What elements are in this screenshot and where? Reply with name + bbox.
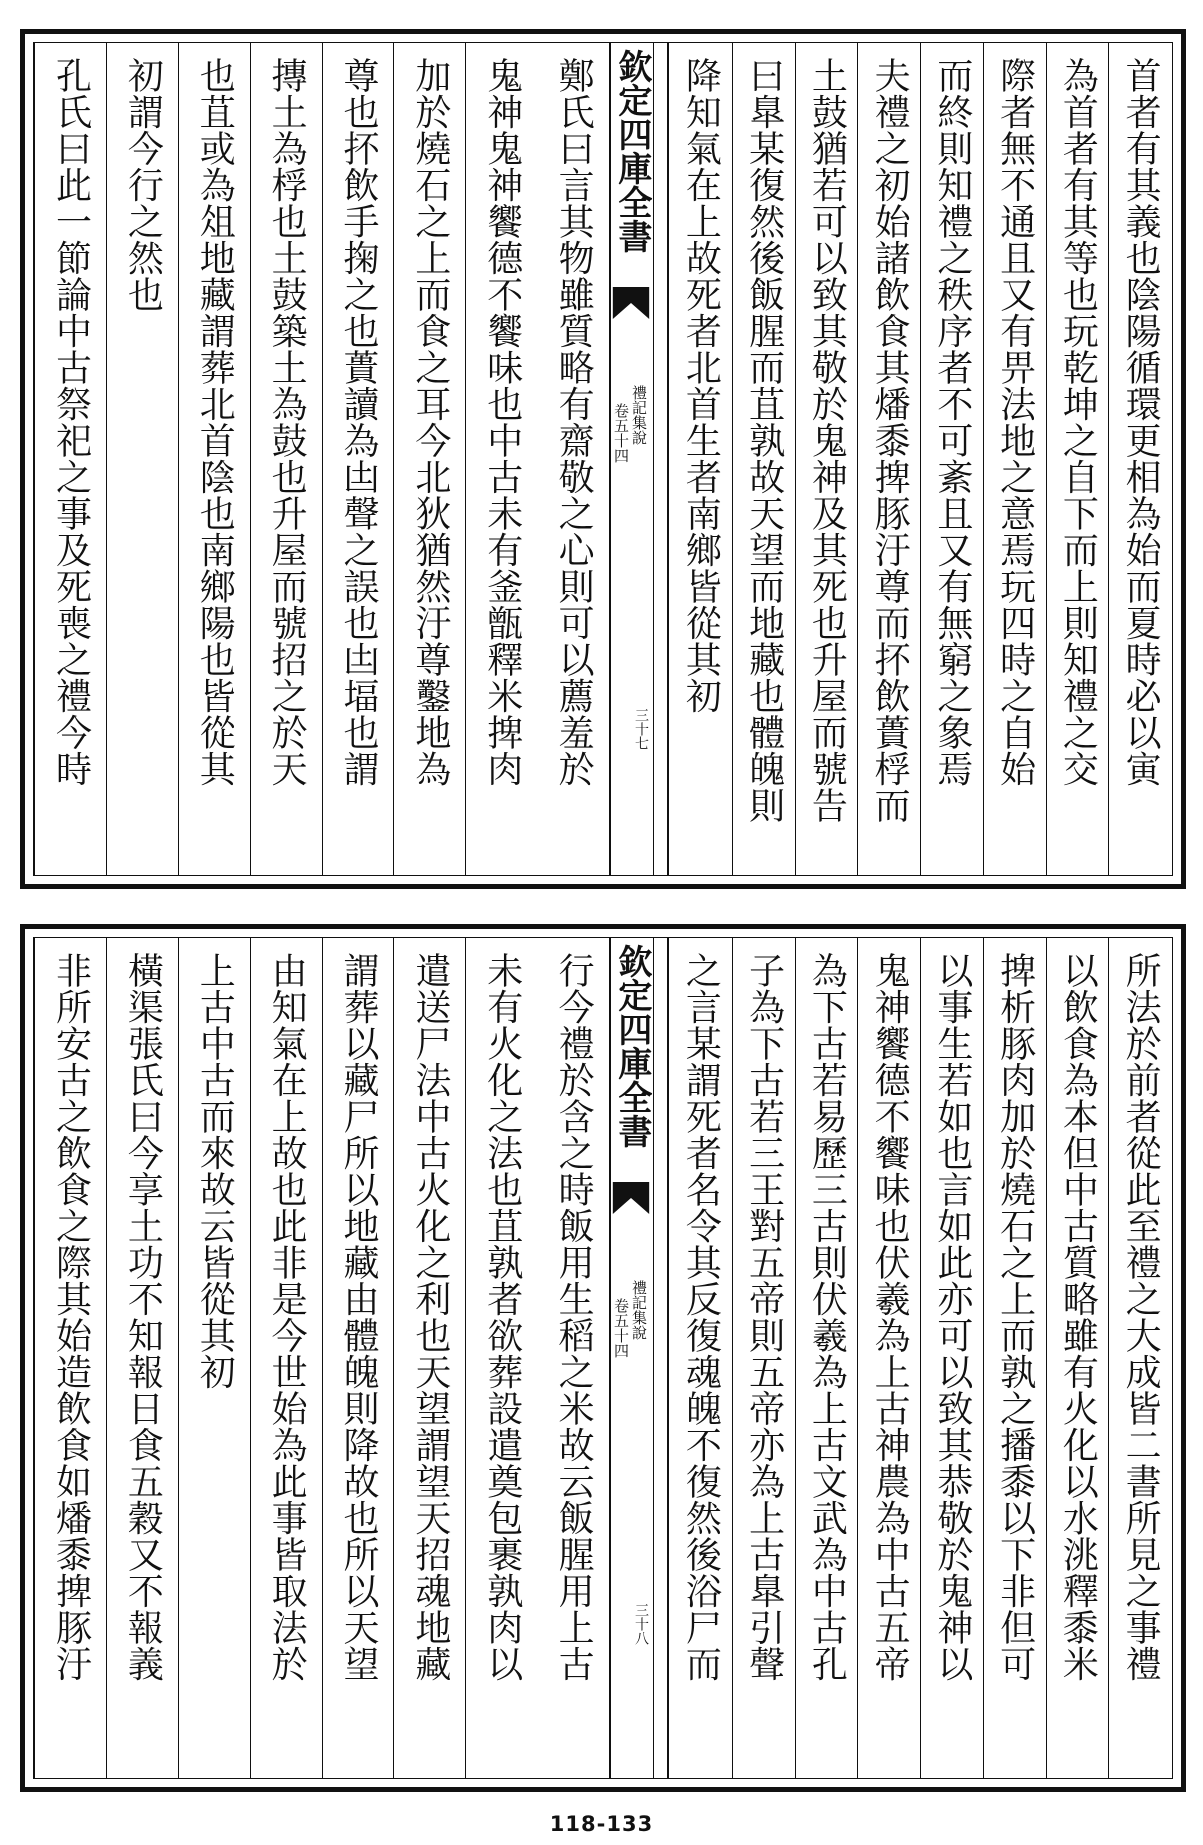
text-column	[393, 43, 465, 875]
column-text: 為下古若易歷三古則伏羲為上古文武為中古孔	[806, 952, 848, 1682]
column-text: 遣送尸法中古火化之利也天望謂望天招魂地藏	[409, 952, 451, 1682]
column-text: 行今禮於含之時飯用生稻之米故云飯腥用上古	[553, 952, 595, 1682]
column-text: 降知氣在上故死者北首生者南鄉皆從其初	[680, 57, 722, 714]
text-column	[393, 938, 465, 1778]
text-column	[1108, 938, 1171, 1778]
text-column	[983, 43, 1046, 875]
text-column	[857, 938, 920, 1778]
text-column	[537, 43, 609, 875]
column-text: 謂葬以藏尸所以地藏由體魄則降故也所以天望	[337, 952, 379, 1682]
column-text: 為首者有其等也玩乾坤之自下而上則知禮之交	[1057, 57, 1099, 787]
bottom-fishtail-ornament	[611, 1180, 651, 1220]
bottom-center-title: 欽定四庫全書	[611, 944, 652, 1148]
top-volume: 卷五十四	[612, 403, 630, 463]
top-fishtail-ornament	[611, 285, 651, 325]
text-column	[322, 43, 394, 875]
text-column	[669, 938, 732, 1778]
footer-page-code: 118-133	[549, 1812, 654, 1836]
column-text: 尊也抔飲手掬之也蕢讀為凷聲之誤也凷堛也謂	[337, 57, 379, 787]
column-text: 初謂今行之然也	[122, 57, 164, 313]
column-text: 而終則知禮之秩序者不可紊且又有無窮之象焉	[931, 57, 973, 787]
column-text: 摶土為桴也土鼓築土為鼓也升屋而號招之於天	[266, 57, 308, 787]
text-column	[465, 938, 537, 1778]
text-column	[34, 938, 106, 1778]
bottom-book-title: 禮記集說	[630, 1280, 648, 1340]
text-column	[795, 938, 858, 1778]
column-text: 夫禮之初始諸飲食其燔黍捭豚汙尊而抔飲蕢桴而	[869, 57, 911, 824]
column-text: 首者有其義也陰陽循環更相為始而夏時必以寅	[1120, 57, 1162, 787]
text-column	[920, 938, 983, 1778]
column-text: 也苴或為俎地藏謂葬北首陰也南鄉陽也皆從其	[194, 57, 236, 787]
column-text: 土鼓猶若可以致其敬於鬼神及其死也升屋而號告	[806, 57, 848, 824]
text-column	[178, 938, 250, 1778]
column-text: 以事生若如也言如此亦可以致其恭敬於鬼神以	[931, 952, 973, 1682]
column-text: 子為下古若三王對五帝則五帝亦為上古臯引聲	[743, 952, 785, 1682]
column-text: 之言某謂死者名令其反復魂魄不復然後浴尸而	[680, 952, 722, 1682]
top-book-title: 禮記集說	[630, 385, 648, 445]
column-text: 未有火化之法也苴孰者欲葬設遣奠包裹孰肉以	[481, 952, 523, 1682]
text-column	[34, 43, 106, 875]
bottom-center-column	[609, 938, 669, 1778]
text-column	[465, 43, 537, 875]
text-column	[178, 43, 250, 875]
text-column	[1046, 43, 1109, 875]
column-text: 以飲食為本但中古質略雖有火化以水洮釋黍米	[1057, 952, 1099, 1682]
top-page	[20, 29, 1186, 889]
column-text: 鬼神鬼神饗德不饗味也中古未有釜甑釋米捭肉	[481, 57, 523, 787]
bottom-page-number: 三十八	[633, 1603, 649, 1645]
column-text: 鄭氏曰言其物雖質略有齋敬之心則可以薦羞於	[553, 57, 595, 787]
text-column	[669, 43, 732, 875]
column-text: 非所安古之飲食之際其始造飲食如燔黍捭豚汙	[50, 952, 92, 1682]
column-text: 由知氣在上故也此非是今世始為此事皆取法於	[266, 952, 308, 1682]
text-column	[106, 43, 178, 875]
bottom-volume: 卷五十四	[612, 1298, 630, 1358]
column-text: 所法於前者從此至禮之大成皆二書所見之事禮	[1120, 952, 1162, 1682]
text-column	[1108, 43, 1171, 875]
column-text: 際者無不通且又有畀法地之意焉玩四時之自始	[994, 57, 1036, 787]
text-column	[1046, 938, 1109, 1778]
text-column	[322, 938, 394, 1778]
text-column	[795, 43, 858, 875]
bottom-page-frame	[33, 937, 1173, 1779]
column-text: 加於燒石之上而食之耳今北狄猶然汙尊鑿地為	[409, 57, 451, 787]
top-page-frame	[33, 42, 1173, 876]
text-column	[857, 43, 920, 875]
top-page-number: 三十七	[633, 708, 649, 750]
text-column	[250, 938, 322, 1778]
top-center-column	[609, 43, 669, 875]
text-column	[983, 938, 1046, 1778]
text-column	[732, 43, 795, 875]
text-column	[250, 43, 322, 875]
column-text: 曰臯某復然後飯腥而苴孰故天望而地藏也體魄則	[743, 57, 785, 824]
text-column	[106, 938, 178, 1778]
column-text: 上古中古而來故云皆從其初	[194, 952, 236, 1390]
text-column	[732, 938, 795, 1778]
text-column	[920, 43, 983, 875]
column-text: 捭析豚肉加於燒石之上而孰之播黍以下非但可	[994, 952, 1036, 1682]
text-column	[537, 938, 609, 1778]
column-text: 鬼神饗德不饗味也伏羲為上古神農為中古五帝	[869, 952, 911, 1682]
bottom-page	[20, 924, 1186, 1792]
top-center-title: 欽定四庫全書	[611, 49, 652, 253]
column-text: 橫渠張氏曰今享土功不知報日食五穀又不報義	[122, 952, 164, 1682]
column-text: 孔氏曰此一節論中古祭祀之事及死喪之禮今時	[50, 57, 92, 787]
